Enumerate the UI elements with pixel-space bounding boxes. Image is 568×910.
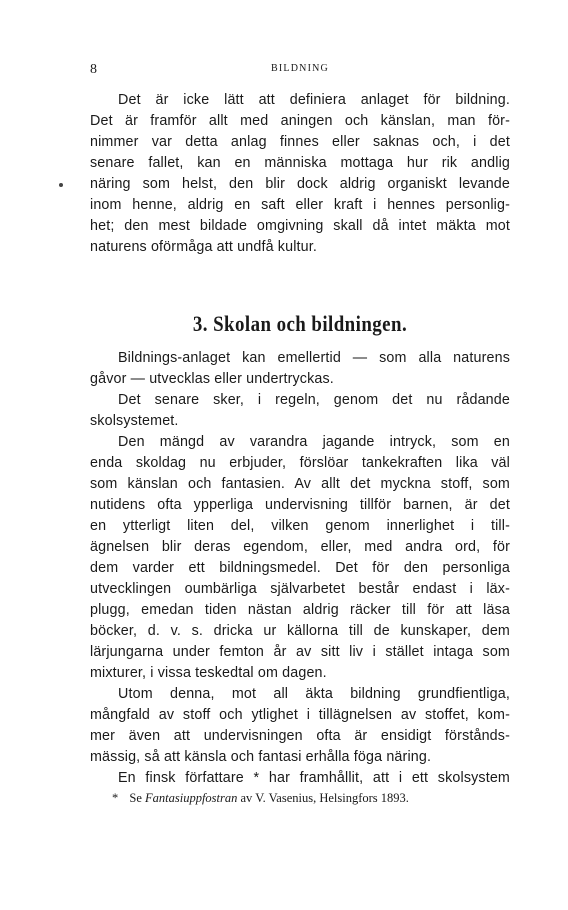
text-line: Det är framför allt med aningen och känslan, man för- [90, 113, 510, 129]
text-line: Utom denna, mot all äkta bildning grundfientliga, [118, 686, 510, 702]
text-line: senare fallet, kan en människa mottaga hur rik andlig [90, 155, 510, 171]
page-number: 8 [90, 62, 97, 77]
text-line: nimmer var detta anlag finnes eller saknas och, i det [90, 134, 510, 150]
section-heading: 3. Skolan och bildningen. [192, 311, 408, 336]
print-speck [59, 183, 63, 187]
text-line: dem varder ett bildningsmedel. Det för den personliga [90, 560, 510, 576]
text-line: näring som helst, den blir dock aldrig organiskt levande [90, 176, 510, 192]
page-header [90, 62, 510, 78]
text-line: Det senare sker, i regeln, genom det nu rådande [118, 392, 510, 408]
text-line: mångfald av stoff och ytlighet i tillägnelsen av stoffet, kom- [90, 707, 510, 723]
text-line: Det är icke lätt att definiera anlaget för bildning. [118, 92, 510, 108]
text-line: Bildnings-anlaget kan emellertid — som alla naturens [118, 350, 510, 366]
footnote-citation: av V. Vasenius, Helsingfors 1893. [240, 791, 409, 805]
footnote-mark: * [112, 791, 119, 805]
text-line: lärjungarna under femton år av sitt liv i stället intaga som [90, 644, 510, 660]
footnote-prefix: Se [129, 791, 142, 805]
text-line: Den mängd av varandra jagande intryck, som en [118, 434, 510, 450]
footnote-book-title: Fantasiuppfostran [145, 791, 238, 805]
text-line: utvecklingen oumbärliga självarbetet består endast i läx- [90, 581, 510, 597]
text-line: gåvor — utvecklas eller undertryckas. [90, 371, 334, 387]
text-line: som känslan och fantasien. Av allt det myckna stoff, som [90, 476, 510, 492]
text-line: mer även att undervisningen ofta är ensidigt förstånds- [90, 728, 510, 744]
text-line: nutidens ofta ypperliga undervisning tillför barnen, är det [90, 497, 510, 513]
text-line: mässig, så att känsla och fantasi erhålla föga näring. [90, 749, 432, 765]
text-line: het; den mest bildade omgivning skall då intet mäkta mot [90, 218, 510, 234]
text-line: skolsystemet. [90, 413, 179, 429]
text-line: ägnelsen blir deras egendom, eller, med andra ord, för [90, 539, 510, 555]
text-line: inom henne, aldrig en saft eller kraft i hennes personlig- [90, 197, 510, 213]
running-title: BILDNING [271, 63, 329, 74]
text-line: mixturer, i vissa teskedtal om dagen. [90, 665, 327, 681]
text-line: en ytterligt liten del, vilken genom innerlighet i till- [90, 518, 510, 534]
text-line: naturens oförmåga att undfå kultur. [90, 239, 317, 255]
text-line: plugg, emedan tiden nästan aldrig räcker till för att läsa [90, 602, 510, 618]
text-line: enda skoldag nu erbjuder, förslöar tankekraften lika väl [90, 455, 510, 471]
text-line: En finsk författare * har framhållit, att i ett skolsystem [118, 770, 510, 786]
text-line: böcker, d. v. s. dricka ur källorna till de kunskaper, dem [90, 623, 510, 639]
footnote [112, 791, 512, 809]
